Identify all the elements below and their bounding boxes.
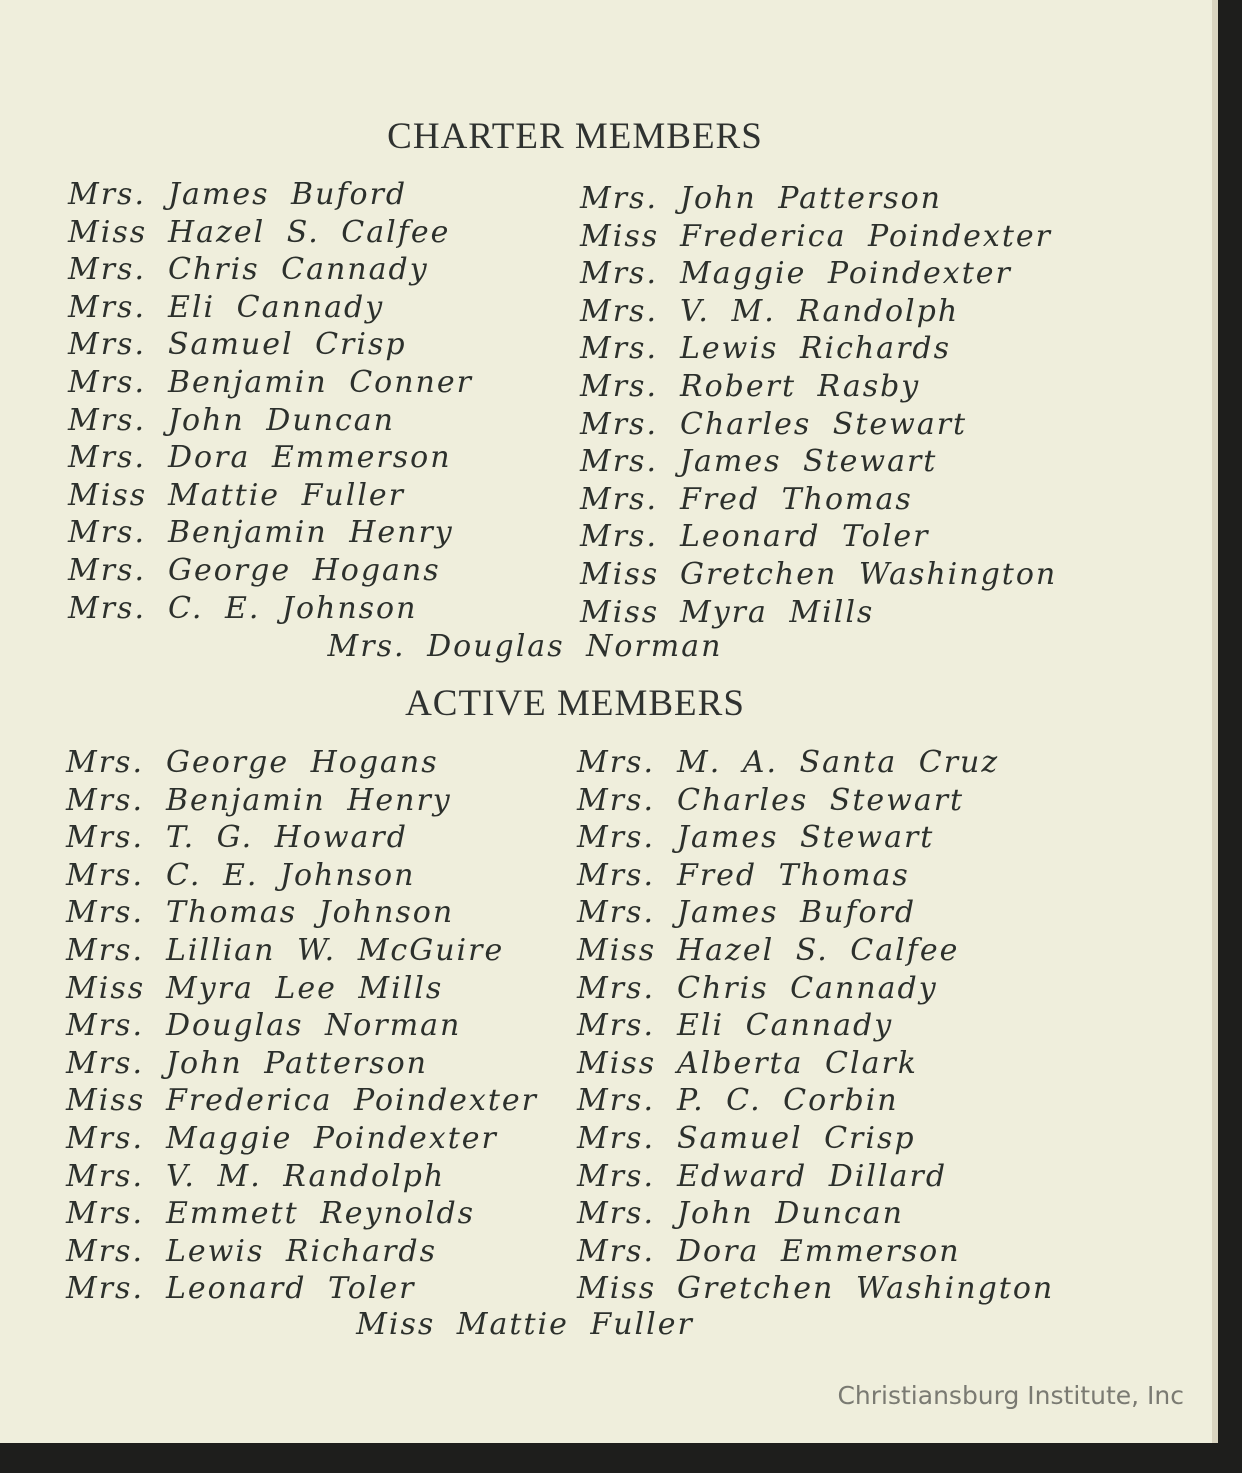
member-name: M. A. Santa Cruz	[677, 745, 1000, 780]
member-row	[577, 1007, 893, 1044]
member-name: Frederica Poindexter	[166, 1083, 539, 1119]
member-name: Emmett Reynolds	[166, 1196, 476, 1232]
member-row	[580, 368, 920, 405]
member-row	[577, 1158, 947, 1195]
member-name: Leonard Toler	[680, 519, 930, 555]
member-name: Lillian W. McGuire	[166, 933, 505, 968]
member-name: Frederica Poindexter	[680, 218, 1053, 254]
member-name: Leonard Toler	[166, 1271, 416, 1307]
member-row	[66, 819, 408, 856]
page-edge-shadow	[1218, 0, 1242, 1473]
member-row	[580, 594, 874, 631]
member-title: Miss	[66, 1083, 146, 1119]
member-row	[66, 1158, 445, 1195]
member-name: Chris Cannady	[677, 970, 938, 1006]
member-title: Mrs.	[68, 515, 146, 551]
member-name: P. C. Corbin	[677, 1083, 899, 1119]
member-title: Mrs.	[577, 970, 655, 1006]
member-title: Mrs.	[577, 857, 655, 893]
member-title: Mrs.	[580, 406, 658, 442]
member-title: Mrs.	[580, 331, 658, 367]
member-row	[66, 782, 452, 819]
member-name: Hazel S. Calfee	[168, 214, 451, 250]
member-name: C. E. Johnson	[166, 857, 416, 893]
member-title: Mrs.	[66, 1008, 144, 1044]
member-title: Mrs.	[66, 1196, 144, 1232]
member-title: Mrs.	[577, 1008, 655, 1044]
member-name: James Buford	[168, 177, 408, 212]
member-row	[580, 293, 959, 330]
member-row	[577, 744, 999, 781]
member-name: V. M. Randolph	[166, 1158, 446, 1194]
member-title: Mrs.	[68, 252, 146, 288]
member-row	[577, 1082, 899, 1119]
member-row	[580, 330, 951, 367]
member-row	[66, 1045, 428, 1082]
member-title: Mrs.	[580, 369, 658, 404]
member-name: Eli Cannady	[168, 289, 385, 325]
active-center-member: Miss Mattie Fuller	[356, 1307, 694, 1342]
member-row	[580, 443, 937, 480]
member-row	[580, 481, 913, 518]
member-name: Samuel Crisp	[168, 327, 407, 363]
member-row	[577, 894, 916, 931]
member-name: Edward Dillard	[677, 1158, 948, 1194]
member-row	[66, 1195, 475, 1232]
member-row	[68, 552, 441, 589]
member-row	[68, 289, 384, 326]
member-name: John Duncan	[677, 1196, 904, 1232]
member-title: Mrs.	[68, 365, 146, 400]
member-title: Mrs.	[68, 440, 146, 476]
member-name: Maggie Poindexter	[166, 1121, 498, 1156]
member-row	[68, 477, 405, 514]
member-title: Mrs.	[577, 1233, 655, 1269]
member-title: Mrs.	[580, 256, 658, 292]
member-name: Gretchen Washington	[677, 1271, 1055, 1307]
member-row	[577, 1120, 916, 1157]
charter-center-member: Mrs. Douglas Norman	[327, 629, 723, 664]
member-name: Myra Mills	[680, 594, 875, 630]
member-row	[66, 857, 415, 894]
member-name: C. E. Johnson	[168, 590, 418, 626]
member-row	[580, 218, 1052, 255]
member-title: Mrs.	[577, 895, 655, 931]
member-name: Charles Stewart	[677, 782, 965, 818]
member-name: Robert Rasby	[680, 369, 921, 404]
member-name: Fred Thomas	[680, 481, 913, 517]
member-name: John Duncan	[168, 402, 395, 438]
member-name: Douglas Norman	[166, 1008, 462, 1044]
member-row	[66, 1007, 461, 1044]
member-title: Mrs.	[66, 895, 144, 931]
member-title: Mrs.	[66, 933, 144, 968]
member-title: Mrs.	[68, 590, 146, 626]
member-row	[580, 556, 1057, 593]
member-row	[66, 1082, 538, 1119]
member-name: Fred Thomas	[677, 857, 910, 893]
member-name: Benjamin Henry	[166, 782, 452, 818]
member-title: Mrs.	[577, 782, 655, 818]
member-name: Eli Cannady	[677, 1008, 894, 1044]
member-name: V. M. Randolph	[680, 293, 960, 329]
watermark: Christiansburg Institute, Inc	[837, 1381, 1184, 1410]
active-members-heading: ACTIVE MEMBERS	[405, 683, 745, 724]
member-row	[66, 970, 443, 1007]
member-row	[577, 1045, 918, 1082]
member-name: James Stewart	[680, 444, 938, 480]
member-row	[580, 406, 967, 443]
member-row	[68, 590, 417, 627]
member-name: Alberta Clark	[677, 1045, 918, 1081]
member-title: Mrs.	[66, 820, 144, 856]
member-row	[68, 214, 450, 251]
member-name: James Stewart	[677, 820, 935, 856]
member-title: Miss	[580, 218, 660, 254]
member-row	[68, 176, 407, 213]
member-title: Mrs.	[577, 1121, 655, 1156]
member-title: Miss	[577, 933, 657, 968]
member-name: Gretchen Washington	[680, 557, 1058, 592]
member-title: Mrs.	[66, 1271, 144, 1307]
member-row	[577, 857, 910, 894]
member-row	[580, 255, 1012, 292]
member-row	[577, 1270, 1054, 1307]
member-row	[68, 402, 395, 439]
member-title: Miss	[577, 1271, 657, 1307]
member-name: George Hogans	[166, 745, 439, 780]
member-title: Mrs.	[68, 402, 146, 438]
member-row	[577, 970, 938, 1007]
member-name: Chris Cannady	[168, 252, 429, 288]
member-row	[580, 518, 929, 555]
member-row	[68, 514, 454, 551]
member-name: Mattie Fuller	[168, 477, 406, 513]
member-name: John Patterson	[166, 1045, 428, 1081]
member-row	[66, 1270, 415, 1307]
member-title: Mrs.	[68, 177, 146, 212]
member-row	[577, 1195, 904, 1232]
member-name: Benjamin Henry	[168, 515, 454, 551]
member-title: Mrs.	[580, 481, 658, 517]
member-name: Samuel Crisp	[677, 1121, 916, 1156]
member-title: Mrs.	[66, 857, 144, 893]
member-title: Mrs.	[580, 181, 658, 216]
member-name: Benjamin Conner	[168, 365, 473, 400]
member-row	[68, 439, 452, 476]
member-title: Mrs.	[577, 820, 655, 856]
member-title: Mrs.	[577, 1158, 655, 1194]
member-name: Dora Emmerson	[168, 440, 452, 476]
member-name: Myra Lee Mills	[166, 970, 444, 1006]
member-name: Dora Emmerson	[677, 1233, 961, 1269]
member-title: Miss	[577, 1045, 657, 1081]
member-row	[580, 180, 942, 217]
member-name: Lewis Richards	[166, 1233, 438, 1269]
member-title: Miss	[580, 557, 660, 592]
member-name: John Patterson	[680, 181, 942, 216]
page-bottom-shadow	[0, 1443, 1242, 1473]
member-name: Charles Stewart	[680, 406, 968, 442]
member-row	[66, 932, 504, 969]
member-row	[68, 326, 407, 363]
member-title: Mrs.	[68, 553, 146, 588]
member-name: Maggie Poindexter	[680, 256, 1012, 292]
member-row	[577, 782, 964, 819]
charter-members-heading: CHARTER MEMBERS	[387, 116, 763, 157]
member-title: Miss	[580, 594, 660, 630]
member-row	[66, 1233, 437, 1270]
member-title: Mrs.	[66, 745, 144, 780]
member-row	[68, 364, 473, 401]
member-row	[577, 932, 959, 969]
member-name: George Hogans	[168, 553, 441, 588]
member-name: T. G. Howard	[166, 820, 408, 856]
member-row	[66, 894, 454, 931]
member-row	[66, 1120, 498, 1157]
member-title: Mrs.	[66, 1233, 144, 1269]
member-title: Miss	[68, 214, 148, 250]
member-title: Mrs.	[66, 1121, 144, 1156]
member-title: Mrs.	[68, 327, 146, 363]
member-title: Miss	[66, 970, 146, 1006]
member-name: Thomas Johnson	[166, 895, 455, 931]
member-title: Mrs.	[68, 289, 146, 325]
member-title: Mrs.	[577, 1196, 655, 1232]
member-name: James Buford	[677, 895, 917, 931]
member-title: Mrs.	[580, 444, 658, 480]
member-title: Mrs.	[577, 745, 655, 780]
member-title: Miss	[68, 477, 148, 513]
member-name: Lewis Richards	[680, 331, 952, 367]
member-name: Hazel S. Calfee	[677, 933, 960, 968]
member-title: Mrs.	[577, 1083, 655, 1119]
member-row	[68, 251, 429, 288]
member-title: Mrs.	[66, 782, 144, 818]
member-row	[66, 744, 439, 781]
member-row	[577, 819, 934, 856]
member-row	[577, 1233, 961, 1270]
member-title: Mrs.	[66, 1158, 144, 1194]
member-title: Mrs.	[580, 293, 658, 329]
member-title: Mrs.	[580, 519, 658, 555]
member-title: Mrs.	[66, 1045, 144, 1081]
